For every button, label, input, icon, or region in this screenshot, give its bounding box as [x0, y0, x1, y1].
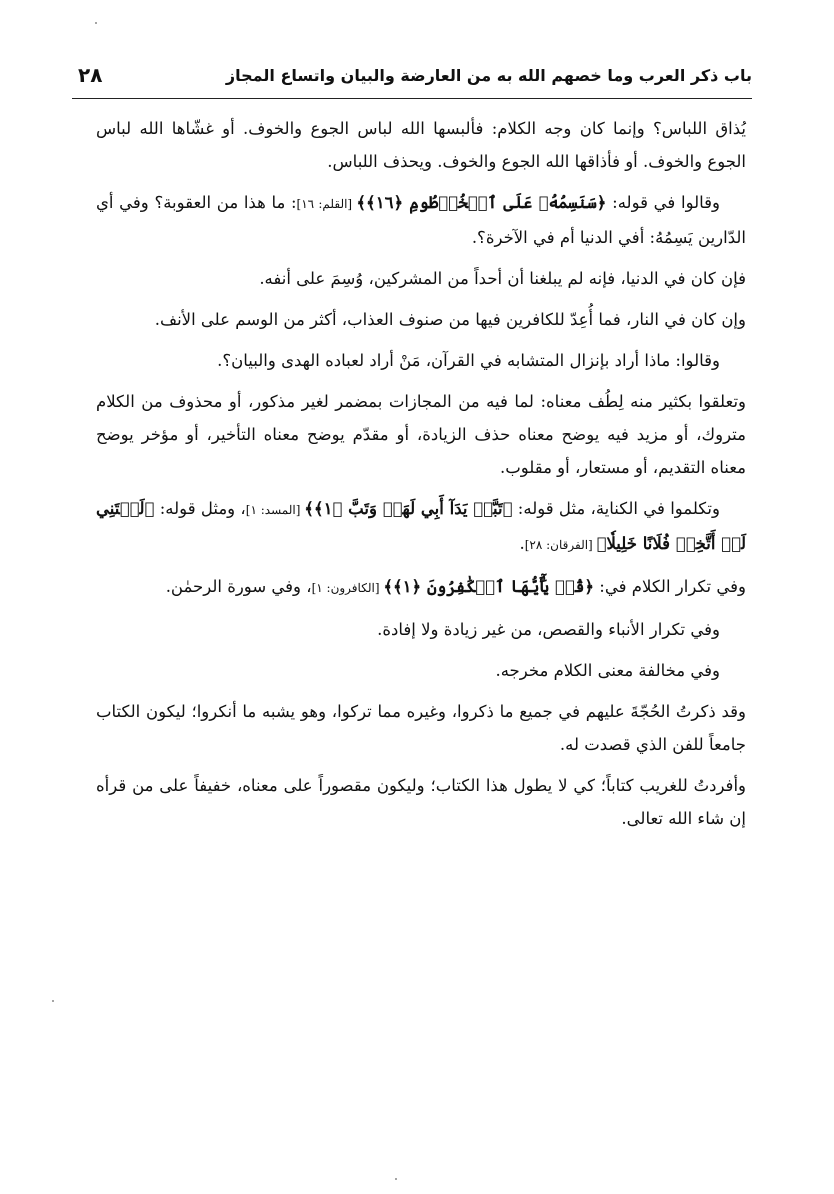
- paragraph: [96, 344, 746, 377]
- paragraph-text: وقد ذكرتُ الحُجّةَ عليهم في جميع ما ذكروا، وغيره مما تركوا، وهو يشبه ما أنكروا؛ ليكون الكتاب جامعاً للفن الذي قصدت له.: [96, 702, 746, 754]
- paragraph-text: وتعلقوا بكثير منه لِطُف معناه: لما فيه من المجازات بمضمر لغير مذكور، أو محذوف من الكلام متروك، أو مزيد فيه يوضح معناه حذف الزيادة، أو مقدّم يوضح معناه التأخير، أو مؤخر يوضح معناه التقديم، أو مستعار، أو مقلوب.: [96, 392, 746, 477]
- paragraph-text: وتكلموا في الكناية، مثل قوله:: [512, 499, 720, 518]
- verse-reference: [الفرقان: ٢٨]: [524, 538, 597, 552]
- paragraph: [96, 613, 746, 646]
- paragraph-text: يُذاق اللباس؟ وإنما كان وجه الكلام: فألبسها الله لباس الجوع والخوف. أو غشّاها الله لباس الجوع والخوف. أو فأذاقها الله الجوع والخوف. ويحذف اللباس.: [96, 119, 746, 171]
- paragraph-text: وفي تكرار الأنباء والقصص، من غير زيادة ولا إفادة.: [377, 620, 720, 639]
- paragraph-text: وقالوا: ماذا أراد بإنزال المتشابه في القرآن، مَنْ أراد لعباده الهدى والبيان؟.: [217, 351, 720, 370]
- paragraph-text: وفي تكرار الكلام في:: [594, 577, 746, 596]
- paragraph: [96, 695, 746, 761]
- paragraph-text: : ما هذا من العقوبة؟ وفي أي الدّارين يَسِمُهُ: أفي الدنيا أم في الآخرة؟.: [96, 193, 746, 247]
- paragraph-text: وأفردتُ للغريب كتاباً؛ كي لا يطول هذا الكتاب؛ وليكون مقصوراً على معناه، خفيفاً على من قرأه إن شاء الله تعالى.: [96, 776, 746, 828]
- paragraph: [96, 303, 746, 336]
- scan-speck: [95, 22, 97, 24]
- verse-reference: [القلم: ١٦]: [296, 197, 357, 211]
- quran-verse: ﴿لَيۡتَنِي لَمۡ أَتَّخِذۡ فُلَانًا خَلِيلٗا﴾: [96, 499, 746, 553]
- header-divider: [72, 98, 752, 99]
- paragraph-text: وفي مخالفة معنى الكلام مخرجه.: [495, 661, 720, 680]
- paragraph: [96, 262, 746, 295]
- paragraph-text: .: [519, 534, 525, 553]
- main-text: [96, 112, 746, 843]
- paragraph: [96, 112, 746, 178]
- page-header: [72, 58, 752, 92]
- verse-reference: [المسد: ١]: [245, 503, 305, 517]
- paragraph-text: ، وفي سورة الرحمٰن.: [165, 577, 312, 596]
- paragraph-text: ، ومثل قوله:: [154, 499, 246, 518]
- paragraph: [96, 492, 746, 562]
- paragraph: [96, 186, 746, 254]
- paragraph-text: فإن كان في الدنيا، فإنه لم يبلغنا أن أحداً من المشركين، وُسِمَ على أنفه.: [259, 269, 746, 288]
- quran-verse: ﴿قُلۡ يَٰٓأَيُّهَا ٱلۡكَٰفِرُونَ ﴿١﴾﴾: [383, 577, 595, 596]
- paragraph-text: وقالوا في قوله:: [606, 193, 721, 212]
- paragraph: [96, 570, 746, 605]
- paragraph-text: وإن كان في النار، فما أُعِدّ للكافرين فيها من صنوف العذاب، أكثر من الوسم على الأنف.: [154, 310, 746, 329]
- quran-verse: ﴿سَنَسِمُهُۥ عَلَى ٱلۡخُرۡطُومِ ﴿١٦﴾﴾: [356, 193, 607, 212]
- scan-speck: [395, 1178, 397, 1180]
- scan-speck: [52, 1000, 54, 1002]
- paragraph: [96, 385, 746, 484]
- paragraph: [96, 654, 746, 687]
- page-number: ٢٨: [78, 63, 103, 87]
- running-title: باب ذكر العرب وما خصهم الله به من العارضة والبيان واتساع المجاز: [225, 65, 752, 85]
- verse-reference: [الكافرون: ١]: [311, 581, 384, 595]
- quran-verse: ﴿تَبَّتۡ يَدَآ أَبِي لَهَبٖ وَتَبَّ ﴿١﴾﴾: [304, 499, 513, 518]
- paragraph: [96, 769, 746, 835]
